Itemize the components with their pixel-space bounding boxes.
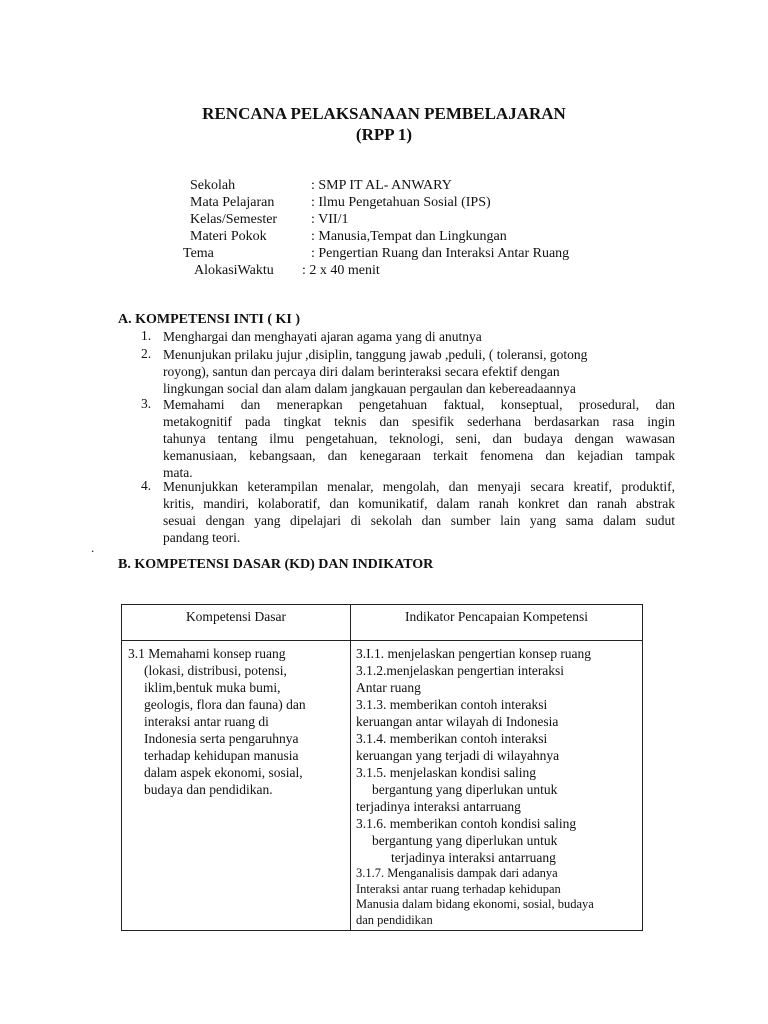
- label-tema: Tema: [183, 246, 214, 261]
- col-header-kompetensi-dasar: Kompetensi Dasar: [122, 605, 351, 641]
- label-materi: Materi Pokok: [190, 229, 267, 244]
- ki-item-number: 2.: [141, 346, 152, 361]
- stray-dot: .: [91, 540, 95, 555]
- ki-item-number: 4.: [141, 478, 152, 493]
- indikator-line: 3.1.4. memberikan contoh interaksi: [356, 731, 548, 746]
- ki-line: mata.: [163, 465, 193, 480]
- indikator-line: Manusia dalam bidang ekonomi, sosial, budaya: [356, 897, 594, 911]
- indikator-cell: [351, 641, 643, 931]
- ki-line: Menunjukkan keterampilan menalar, mengolah, dan menyaji secara kreatif, produktif,: [163, 479, 675, 494]
- label-sekolah: Sekolah: [190, 178, 236, 193]
- ki-line: tahunya tentang ilmu pengetahuan, teknologi, seni, dan budaya dengan wawasan: [163, 431, 675, 446]
- kd-indikator-table: [121, 604, 643, 931]
- value-alokasi: : 2 x 40 menit: [302, 263, 380, 278]
- page-title: RENCANA PELAKSANAAN PEMBELAJARAN: [202, 104, 566, 123]
- indikator-line: 3.I.1. menjelaskan pengertian konsep ruang: [356, 646, 592, 661]
- kd-line: dalam aspek ekonomi, sosial,: [144, 765, 303, 780]
- label-kelas: Kelas/Semester: [190, 212, 278, 227]
- ki-line: kemanusiaan, kebangsaan, dan kenegaraan terkait fenomena dan kejadian tampak: [163, 448, 675, 463]
- indikator-line: bergantung yang diperlukan untuk: [372, 782, 558, 797]
- page-subtitle: (RPP 1): [355, 125, 413, 144]
- indikator-line: terjadinya interaksi antarruang: [356, 799, 521, 814]
- indikator-line: 3.1.7. Menganalisis dampak dari adanya: [356, 866, 558, 880]
- indikator-line: 3.1.6. memberikan contoh kondisi saling: [356, 816, 577, 831]
- indikator-line: terjadinya interaksi antarruang: [391, 850, 556, 865]
- ki-line: metakognitif pada tingkat teknis dan spesifik sederhana berdasarkan rasa ingin: [163, 414, 675, 429]
- ki-item-1: [163, 328, 675, 345]
- label-alokasi: AlokasiWaktu: [194, 263, 274, 278]
- ki-item-number: 3.: [141, 396, 152, 411]
- indikator-line: keruangan antar wilayah di Indonesia: [356, 714, 559, 729]
- ki-line: royong), santun dan percaya diri dalam berinteraksi secara efektif dengan: [163, 364, 560, 379]
- kd-line: Indonesia serta pengaruhnya: [144, 731, 299, 746]
- indikator-line: 3.1.5. menjelaskan kondisi saling: [356, 765, 536, 780]
- ki-item-3: [163, 396, 675, 481]
- value-mapel: : Ilmu Pengetahuan Sosial (IPS): [311, 195, 491, 210]
- kd-line: geologis, flora dan fauna) dan: [144, 697, 306, 712]
- value-tema: : Pengertian Ruang dan Interaksi Antar Ruang: [311, 246, 570, 261]
- ki-line: sesuai dengan yang dipelajari di sekolah dan sumber lain yang sama dalam sudut: [163, 513, 675, 528]
- table-row: [122, 641, 643, 931]
- kd-line: iklim,bentuk muka bumi,: [144, 680, 281, 695]
- value-kelas: : VII/1: [311, 212, 349, 227]
- section-a-heading: A. KOMPETENSI INTI ( KI ): [118, 312, 301, 327]
- indikator-line: keruangan yang terjadi di wilayahnya: [356, 748, 560, 763]
- ki-line: Memahami dan menerapkan pengetahuan faktual, konseptual, prosedural, dan: [163, 397, 675, 412]
- ki-item-2: [163, 346, 675, 397]
- kd-line: budaya dan pendidikan.: [144, 782, 273, 797]
- value-sekolah: : SMP IT AL- ANWARY: [311, 178, 452, 193]
- section-b-heading: B. KOMPETENSI DASAR (KD) DAN INDIKATOR: [118, 557, 434, 572]
- ki-line: lingkungan social dan alam dalam jangkauan pergaulan dan kebereadaannya: [163, 381, 576, 396]
- col-header-indikator: Indikator Pencapaian Kompetensi: [351, 605, 643, 641]
- indikator-line: Interaksi antar ruang terhadap kehidupan: [356, 881, 561, 896]
- indikator-line: bergantung yang diperlukan untuk: [372, 833, 558, 848]
- ki-item-4: [163, 478, 675, 546]
- ki-item-number: 1.: [141, 328, 152, 343]
- kd-line: 3.1 Memahami konsep ruang: [128, 646, 286, 661]
- label-mapel: Mata Pelajaran: [190, 195, 275, 210]
- ki-line: Menunjukan prilaku jujur ,disiplin, tanggung jawab ,peduli, ( toleransi, gotong: [163, 347, 588, 362]
- ki-line: pandang teori.: [163, 530, 241, 545]
- ki-line: Menghargai dan menghayati ajaran agama yang di anutnya: [163, 329, 482, 344]
- indikator-line: Antar ruang: [356, 680, 421, 695]
- indikator-line: 3.1.2.menjelaskan pengertian interaksi: [356, 663, 565, 678]
- indikator-line: dan pendidikan: [356, 912, 433, 927]
- indikator-line: 3.1.3. memberikan contoh interaksi: [356, 697, 548, 712]
- table-header-row: [122, 605, 643, 641]
- ki-line: kritis, mandiri, kolaboratif, dan komunikatif, dalam ranah konkret dan ranah abstrak: [163, 496, 675, 511]
- kd-cell: [122, 641, 351, 931]
- value-materi: : Manusia,Tempat dan Lingkungan: [311, 229, 507, 244]
- kd-line: interaksi antar ruang di: [144, 714, 269, 729]
- kd-line: terhadap kehidupan manusia: [144, 748, 299, 763]
- kd-line: (lokasi, distribusi, potensi,: [144, 663, 287, 678]
